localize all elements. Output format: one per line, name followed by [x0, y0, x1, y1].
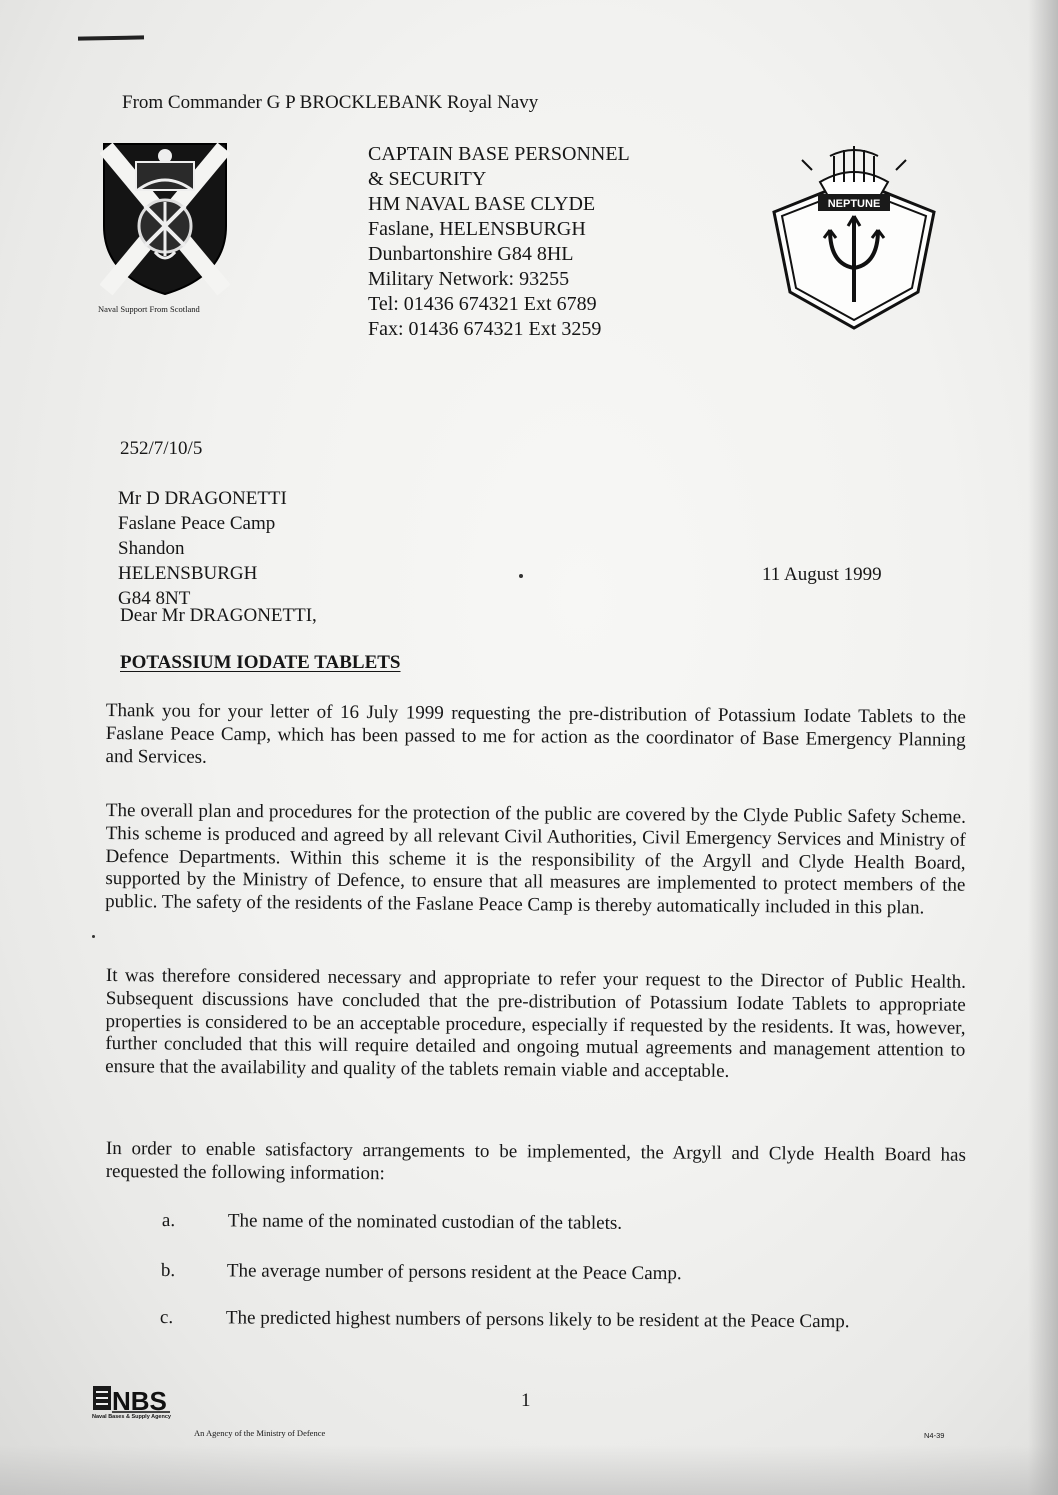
body-paragraph: Thank you for your letter of 16 July 1999 requesting the pre-distribution of Potassium Iodate Tablets to the Faslane Peace Camp, which has been passed to me for action as the coordinator of Base Emergency Planning and Services. — [105, 700, 966, 768]
scan-speck — [92, 935, 95, 938]
reference-number: 252/7/10/5 — [120, 438, 203, 459]
recipient-line: Shandon — [118, 538, 185, 559]
page-number: 1 — [521, 1390, 531, 1411]
recipient-line: Faslane Peace Camp — [118, 513, 276, 534]
recipient-line: Mr D DRAGONETTI — [118, 488, 287, 509]
list-item-text: The average number of persons resident at the Peace Camp. — [226, 1260, 682, 1285]
list-item-text: The name of the nominated custodian of the tablets. — [227, 1210, 623, 1234]
salutation: Dear Mr DRAGONETTI, — [120, 605, 317, 626]
body-paragraph: The overall plan and procedures for the protection of the public are covered by the Clyde Public Safety Scheme. This scheme is produced and agreed by all relevant Civil Authorities, Civil Emergency Services and Ministry of Defence Departments. Within this scheme it is the responsibility of the Argyll and Clyde Health Board, supported by the Ministry of Defence, to ensure that all measures are implemented to protect members of the public. The safety of the residents of the Faslane Peace Camp is thereby automatically included in this plan. — [105, 800, 966, 919]
crest-caption: Naval Support From Scotland — [98, 304, 200, 314]
agency-line: An Agency of the Ministry of Defence — [194, 1428, 326, 1438]
address-line: Dunbartonshire G84 8HL — [368, 243, 574, 265]
recipient-line: HELENSBURGH — [118, 563, 258, 584]
from-line: From Commander G P BROCKLEBANK Royal Navy — [122, 92, 539, 113]
scan-shadow-bottom — [0, 1445, 1058, 1495]
recipient-line: G84 8NT — [118, 588, 191, 609]
letter-date: 11 August 1999 — [762, 564, 882, 585]
recipient-address — [118, 486, 287, 611]
form-code: N4-39 — [924, 1431, 945, 1440]
subject-heading: POTASSIUM IODATE TABLETS — [120, 652, 401, 673]
sender-address — [368, 142, 630, 342]
address-line: Fax: 01436 674321 Ext 3259 — [368, 318, 602, 340]
scan-shadow-right — [1028, 0, 1058, 1495]
address-line: & SECURITY — [368, 168, 487, 190]
list-item-text: The predicted highest numbers of persons likely to be resident at the Peace Camp. — [225, 1307, 850, 1333]
crest-banner: NEPTUNE — [827, 198, 881, 210]
address-line: HM NAVAL BASE CLYDE — [368, 193, 596, 215]
nbs-logo-caption: Naval Bases & Supply Agency — [92, 1414, 171, 1420]
address-line: Faslane, HELENSBURGH — [368, 218, 586, 240]
scotland-crest-icon — [100, 140, 230, 298]
body-paragraph: In order to enable satisfactory arrangements to be implemented, the Argyll and Clyde Health Board has requested the following information: — [105, 1138, 966, 1184]
body-paragraph: It was therefore considered necessary and appropriate to refer your request to the Director of Public Health. Subsequent discussions have concluded that the pre-distribution of Potassium Iodate Tablets to appropriate properties is considered to be an acceptable procedure, especially if requested by the residents. It was, however, further concluded that this will require detailed and ongoing mutual agreements and management attention to ensure that the availability and quality of the tablets remain viable and acceptable. — [105, 965, 966, 1083]
address-line: Military Network: 93255 — [368, 268, 570, 290]
address-line: Tel: 01436 674321 Ext 6789 — [368, 293, 597, 315]
list-item-letter: a. — [161, 1210, 176, 1232]
list-item-letter: b. — [160, 1260, 176, 1282]
address-line: CAPTAIN BASE PERSONNEL — [368, 143, 630, 165]
scan-speck — [519, 574, 523, 578]
list-item-letter: c. — [159, 1307, 174, 1329]
pen-mark — [78, 35, 144, 40]
nbs-logo-icon — [92, 1384, 182, 1430]
neptune-crest-icon — [768, 142, 940, 332]
nbs-logo-text: NBS — [112, 1386, 167, 1416]
